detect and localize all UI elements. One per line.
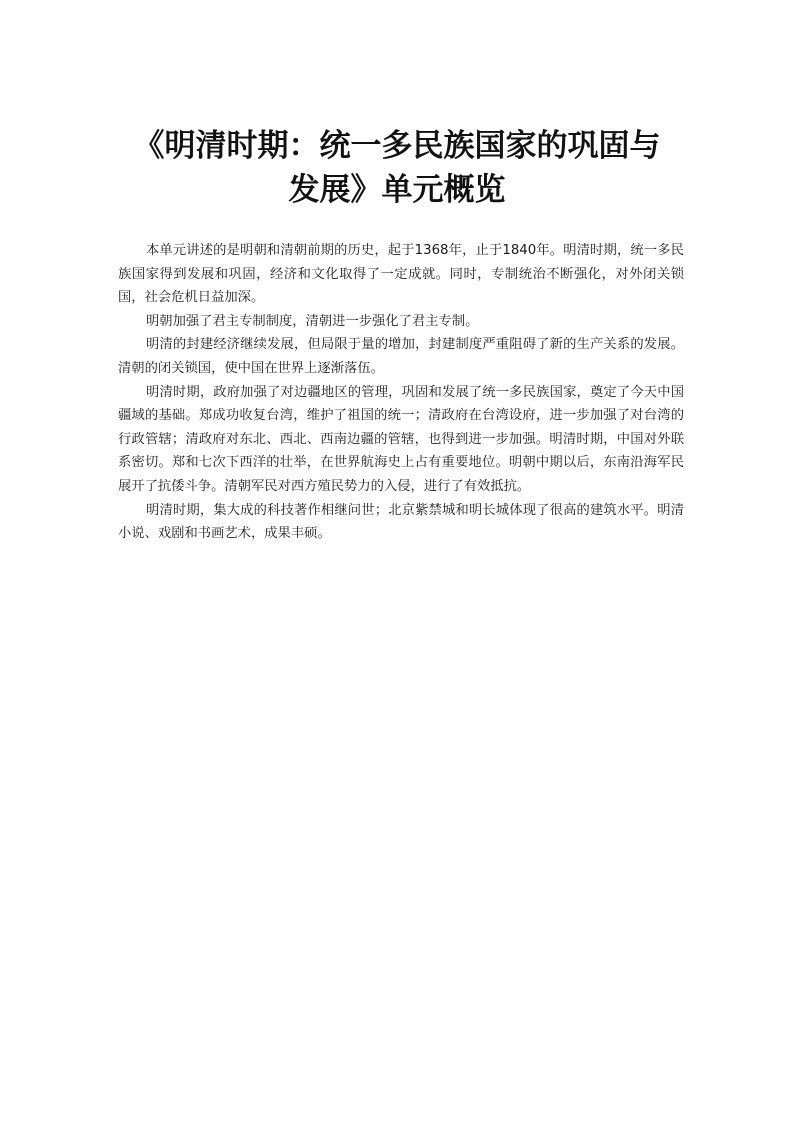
paragraph-autocracy: 明朝加强了君主专制制度，清朝进一步强化了君主专制。 [146, 313, 479, 329]
document-title-line-2: 发展》单元概览 [288, 172, 506, 208]
document-title [97, 124, 697, 212]
paragraph-culture: 明清时期，集大成的科技著作相继问世；北京紫禁城和明长城体现了很高的建筑水平。明清小说、戏剧和书画艺术，成果丰硕。 [118, 502, 684, 542]
paragraph-frontier: 明清时期，政府加强了对边疆地区的管理，巩固和发展了统一多民族国家，奠定了今天中国疆域的基础。郑成功收复台湾，维护了祖国的统一；清政府在台湾设府，进一步加强了对台湾的行政管辖；清政府对东北、西北、西南边疆的管辖，也得到进一步加强。明清时期，中国对外联系密切。郑和七次下西洋的壮举，在世界航海史上占有重要地位。明朝中期以后，东南沿海军民展开了抗倭斗争。清朝军民对西方殖民势力的入侵，进行了有效抵抗。 [118, 384, 684, 494]
paragraph-economy: 明清的封建经济继续发展，但局限于量的增加，封建制度严重阻碍了新的生产关系的发展。清朝的闭关锁国，使中国在世界上逐渐落伍。 [118, 337, 684, 376]
document-body [118, 239, 684, 546]
document-title-line-1: 《明清时期：统一多民族国家的巩固与 [133, 128, 661, 164]
paragraph-intro: 本单元讲述的是明朝和清朝前期的历史，起于1368年，止于1840年。明清时期，统一多民族国家得到发展和巩固，经济和文化取得了一定成就。同时，专制统治不断强化，对外闭关锁国，社会危机日益加深。 [118, 243, 684, 306]
